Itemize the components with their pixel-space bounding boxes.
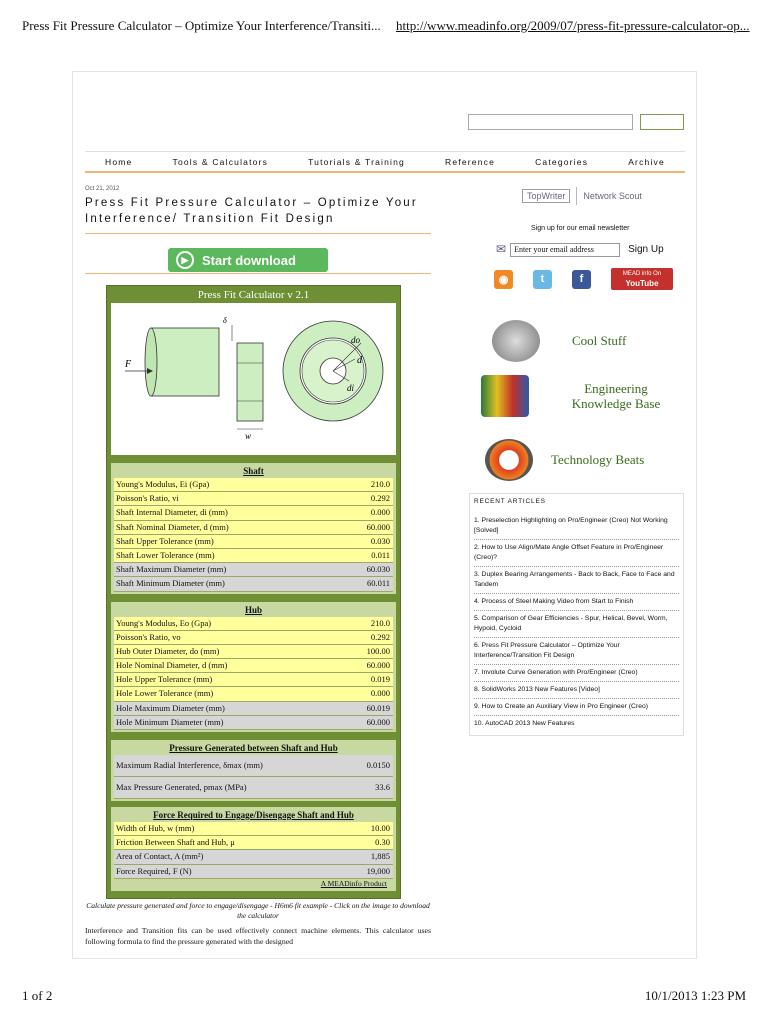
post-date: Oct 21, 2012 — [85, 186, 120, 192]
recent-article-link[interactable]: 4. Process of Steel Making Video from Start to Finish — [474, 594, 679, 611]
calculator-title: Press Fit Calculator v 2.1 — [197, 289, 310, 301]
shaft-row[interactable] — [114, 506, 393, 520]
print-title: Press Fit Pressure Calculator – Optimize Your Interference/Transiti... — [22, 18, 381, 33]
nav-archive[interactable]: Archive — [628, 156, 665, 167]
recent-article-link[interactable]: 6. Press Fit Pressure Calculator – Optimize Your Interference/Transition Fit Design — [474, 638, 679, 665]
row-value[interactable]: 60.030 — [366, 564, 390, 575]
force-row[interactable] — [114, 822, 393, 836]
download-button[interactable] — [168, 248, 328, 272]
pressure-heading: Pressure Generated between Shaft and Hub — [169, 743, 338, 753]
row-label: Force Required, F (N) — [116, 865, 192, 876]
image-caption: Calculate pressure generated and force to engage/disengage - H6m6 fit example - Click on the image to download the calculator — [86, 901, 430, 920]
books-icon — [481, 375, 529, 417]
row-value[interactable]: 0.011 — [371, 549, 390, 560]
main-nav — [85, 151, 685, 173]
row-label: Young's Modulus, Eo (Gpa) — [116, 617, 212, 628]
row-label: Shaft Internal Diameter, di (mm) — [116, 507, 228, 518]
press-fit-diagram — [111, 303, 396, 455]
pressure-rows — [114, 755, 393, 799]
row-value[interactable]: 0.019 — [370, 674, 390, 685]
social-links — [494, 268, 673, 290]
rss-icon[interactable]: ◉ — [494, 270, 513, 289]
page-number: 1 of 2 — [22, 988, 53, 1003]
row-value[interactable]: 60.000 — [366, 716, 390, 727]
divider — [85, 273, 431, 274]
shaft-row[interactable] — [114, 492, 393, 506]
banner-knowledge-base[interactable] — [481, 375, 671, 417]
row-label: Hole Nominal Diameter, d (mm) — [116, 660, 228, 671]
recent-article-link[interactable]: 7. Involute Curve Generation with Pro/Engineer (Creo) — [474, 665, 679, 682]
row-value[interactable]: 0.000 — [370, 688, 390, 699]
recent-heading: RECENT ARTICLES — [474, 498, 546, 505]
hub-heading: Hub — [244, 604, 262, 615]
nav-tools[interactable]: Tools & Calculators — [172, 156, 269, 167]
shaft-row[interactable] — [114, 521, 393, 535]
pressure-section — [111, 740, 396, 801]
force-row[interactable] — [114, 865, 393, 879]
twitter-icon[interactable]: t — [533, 270, 552, 289]
row-value[interactable]: 60.000 — [366, 660, 390, 671]
pressure-row[interactable] — [114, 755, 393, 777]
calculator-image[interactable] — [106, 285, 401, 899]
download-label: Start download — [202, 252, 296, 268]
print-url[interactable]: http://www.meadinfo.org/2009/07/press-fit-pressure-calculator-op... — [396, 18, 750, 33]
row-label: Hole Minimum Diameter (mm) — [116, 716, 224, 727]
row-value[interactable]: 1,885 — [370, 851, 390, 862]
banner-cool-stuff[interactable] — [492, 320, 626, 362]
print-header — [22, 18, 750, 38]
recent-article-link[interactable]: 3. Duplex Bearing Arrangements - Back to Back, Face to Face and Tandem — [474, 567, 679, 594]
row-label: Hole Upper Tolerance (mm) — [116, 674, 213, 685]
row-label: Shaft Nominal Diameter, d (mm) — [116, 521, 229, 532]
row-label: Poisson's Ratio, vi — [116, 493, 179, 504]
shaft-row[interactable] — [114, 478, 393, 492]
shaft-section — [111, 463, 396, 594]
hub-row[interactable] — [114, 617, 393, 631]
row-label: Friction Between Shaft and Hub, μ — [116, 837, 235, 848]
email-input[interactable]: Enter your email address — [510, 243, 620, 257]
label-force: F — [125, 359, 132, 370]
logo-left[interactable]: TopWriter — [522, 189, 570, 203]
row-value[interactable]: 210.0 — [370, 617, 390, 628]
hub-row[interactable] — [114, 716, 393, 730]
gyroscope-icon — [492, 320, 540, 362]
web-page — [72, 71, 697, 959]
speaker-icon — [485, 439, 533, 481]
force-rows — [114, 822, 393, 879]
banner-technology-beats[interactable] — [485, 439, 644, 481]
label-width: w — [245, 431, 252, 441]
newsletter-form — [496, 242, 668, 257]
row-label: Hole Maximum Diameter (mm) — [116, 702, 225, 713]
recent-article-link[interactable]: 2. How to Use Align/Mate Angle Offset Feature in Pro/Engineer (Creo)? — [474, 540, 679, 567]
hub-row[interactable] — [114, 631, 393, 645]
partner-logos — [522, 187, 642, 205]
row-value[interactable]: 0.30 — [375, 837, 390, 848]
row-label: Poisson's Ratio, vo — [116, 631, 181, 642]
hub-rows — [114, 617, 393, 731]
row-label: Hub Outer Diameter, do (mm) — [116, 645, 220, 656]
recent-article-link[interactable]: 8. SolidWorks 2013 New Features [Video] — [474, 682, 679, 699]
search-button[interactable] — [640, 114, 684, 130]
nav-categories[interactable]: Categories — [535, 156, 589, 167]
force-row[interactable] — [114, 836, 393, 850]
row-label: Maximum Radial Interference, δmax (mm) — [116, 760, 263, 770]
label-do: do — [351, 335, 360, 345]
print-footer — [22, 988, 746, 1004]
label-d: d — [357, 355, 362, 366]
youtube-word: YouTube — [625, 279, 659, 288]
row-value[interactable]: 19,000 — [366, 865, 390, 876]
row-label: Shaft Minimum Diameter (mm) — [116, 578, 225, 589]
email-icon: ✉ — [496, 242, 507, 256]
row-label: Max Pressure Generated, pmax (MPa) — [116, 782, 247, 792]
row-value[interactable]: 0.292 — [370, 493, 390, 504]
logo-right[interactable]: Network Scout — [583, 191, 642, 201]
recent-article-link[interactable]: 9. How to Create an Auxiliary View in Pro Engineer (Creo) — [474, 699, 679, 716]
row-value[interactable]: 0.292 — [370, 631, 390, 642]
youtube-label: MEAD info On — [622, 271, 662, 277]
nav-reference[interactable]: Reference — [445, 156, 496, 167]
label-di: di — [347, 383, 355, 393]
row-value[interactable]: 0.0150 — [366, 760, 390, 770]
shaft-row[interactable] — [114, 577, 393, 591]
banner-cool-stuff-label: Cool Stuff — [572, 333, 627, 348]
play-icon: ▶ — [176, 251, 194, 269]
body-text: Interference and Transition fits can be used effectively connect machine elements. This calculator uses following formula to find the pressure generated with the designed — [85, 926, 431, 946]
youtube-badge[interactable] — [611, 268, 673, 290]
shaft-heading: Shaft — [243, 466, 264, 476]
row-label: Shaft Maximum Diameter (mm) — [116, 564, 227, 575]
hub-row[interactable] — [114, 702, 393, 716]
row-value[interactable]: 60.019 — [366, 702, 390, 713]
row-value[interactable]: 210.0 — [370, 479, 390, 489]
banner-technology-beats-label: Technology Beats — [551, 452, 645, 467]
row-value[interactable]: 0.030 — [370, 535, 390, 546]
hub-row[interactable] — [114, 659, 393, 673]
search-input[interactable] — [468, 114, 633, 130]
shaft-row[interactable] — [114, 535, 393, 549]
row-label: Shaft Upper Tolerance (mm) — [116, 535, 214, 546]
row-value[interactable]: 60.011 — [366, 578, 390, 589]
row-value[interactable]: 10.00 — [370, 823, 390, 833]
print-datetime: 10/1/2013 1:23 PM — [644, 988, 746, 1003]
row-value[interactable]: 60.000 — [366, 521, 390, 532]
shaft-rows — [114, 478, 393, 592]
hub-row[interactable] — [114, 645, 393, 659]
force-section — [111, 807, 396, 891]
recent-articles — [469, 493, 684, 736]
post-title: Press Fit Pressure Calculator – Optimize Your Interference/ Transition Fit Design — [85, 195, 431, 234]
row-label: Shaft Lower Tolerance (mm) — [116, 549, 215, 560]
hub-section — [111, 602, 396, 733]
logo-divider — [576, 187, 577, 205]
product-credit: A MEADinfo Product — [114, 879, 393, 889]
signup-button[interactable]: Sign Up — [628, 244, 664, 255]
hub-row[interactable] — [114, 673, 393, 687]
facebook-icon[interactable]: f — [572, 270, 591, 289]
row-value[interactable]: 33.6 — [375, 782, 390, 792]
row-value[interactable]: 0.000 — [370, 507, 390, 518]
nav-home[interactable]: Home — [105, 156, 133, 167]
newsletter-text: Sign up for our email newsletter — [531, 225, 630, 232]
row-label: Width of Hub, w (mm) — [116, 823, 195, 833]
force-row[interactable] — [114, 850, 393, 864]
shaft-row[interactable] — [114, 563, 393, 577]
diagram-svg — [111, 303, 396, 455]
force-heading: Force Required to Engage/Disengage Shaft and Hub — [153, 810, 354, 820]
row-label: Hole Lower Tolerance (mm) — [116, 688, 214, 699]
pressure-row[interactable] — [114, 777, 393, 799]
row-label: Young's Modulus, Ei (Gpa) — [116, 479, 210, 489]
label-delta: δ — [223, 316, 227, 325]
row-label: Area of Contact, A (mm²) — [116, 851, 204, 862]
shaft-row[interactable] — [114, 549, 393, 563]
recent-article-link[interactable]: 10. AutoCAD 2013 New Features — [474, 720, 575, 727]
nav-tutorials[interactable]: Tutorials & Training — [308, 156, 405, 167]
recent-article-link[interactable]: 5. Comparison of Gear Efficiencies - Spur, Helical, Bevel, Worm, Hypoid, Cycloid — [474, 611, 679, 638]
hub-row[interactable] — [114, 687, 393, 701]
banner-knowledge-base-label: Engineering Knowledge Base — [571, 381, 661, 411]
recent-article-link[interactable]: 1. Preselection Highlighting on Pro/Engineer (Creo) Not Working [Solved] — [474, 513, 679, 540]
row-value[interactable]: 100.00 — [366, 645, 390, 656]
